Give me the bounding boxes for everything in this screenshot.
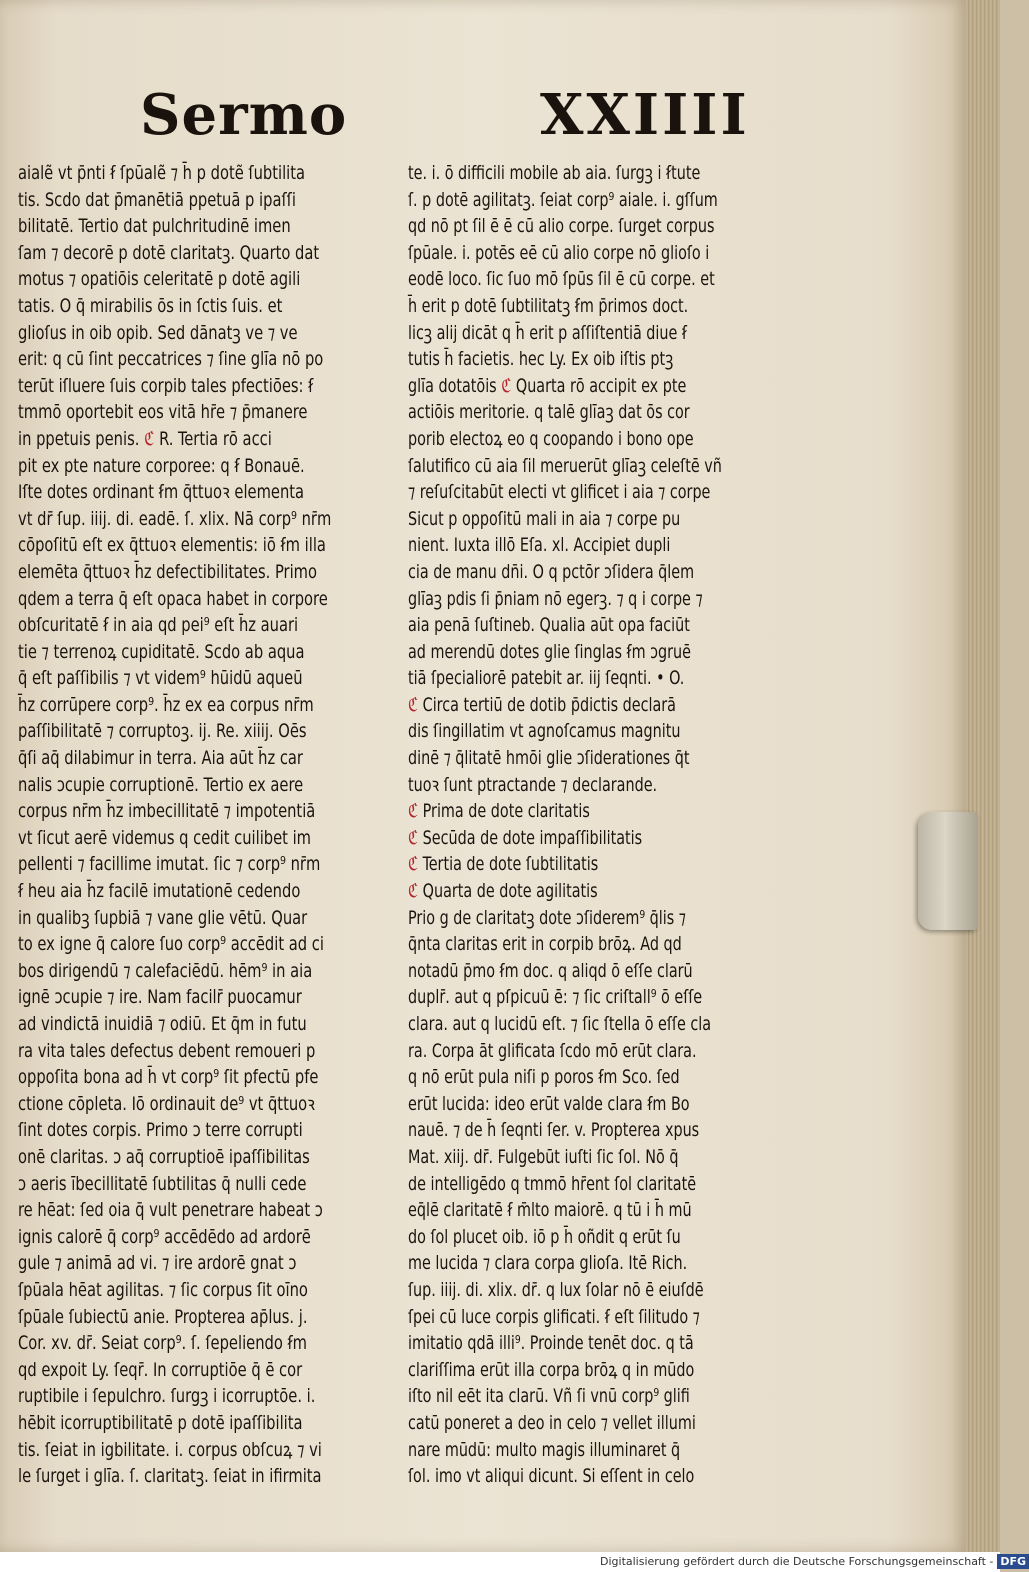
dfg-footer (600, 1552, 1027, 1572)
text-line: ℭ Quarta de dote agilitatis (408, 880, 598, 903)
text-line: ignis calorē q̄ corp⁹ accēdēdo ad ardorē (18, 1225, 311, 1248)
text-line: gule ⁊ animā ad vi. ⁊ ire ardorē gnat ↄ (18, 1252, 297, 1275)
text-line: elemēta q̄ttuoꝛ h̄z defectibilitates. Primo (18, 560, 317, 583)
text-line: ℭ Tertia de dote ſubtilitatis (408, 853, 599, 876)
text-line: erit: q cū ſint peccatrices ⁊ ſine glīa nō po (18, 348, 324, 371)
footer-text: Digitalisierung gefördert durch die Deutsche Forschungsgemeinschaft - (600, 1555, 994, 1568)
text-line: qd expoit Ly. ſeqr̄. In corruptiōe q̄ ē cor (18, 1358, 303, 1381)
text-line: ra vita tales defectus debent remoueri p (18, 1039, 316, 1062)
text-line: in ppetuis penis. ℭ R. Tertia rō acci (18, 427, 272, 450)
text-line: hēbit icorruptibilitatē p dotē ipaſſibilita (18, 1411, 303, 1434)
text-line: ad vindictā inuidiā ⁊ odiū. Et q̄m in futu (18, 1013, 307, 1035)
running-head-right: XXIIII (540, 82, 750, 148)
text-line: q̄ eſt paſſibilis ⁊ vt videm⁹ hūidū aqueū (18, 667, 303, 690)
text-line: erūt lucida: ideo erūt valde clara ẜm Bo (408, 1092, 690, 1115)
text-line: ad merendū dotes glie ſinglas ẜm ↄgruē (408, 640, 692, 663)
text-line: Mat. xiij. dr̄. Fulgebūt iuſti ſic ſol. Nō q̄ (408, 1145, 679, 1168)
text-line: de intelligēdo q tmmō hr̄ent ſol claritatē (408, 1172, 697, 1195)
text-line: oppoſita bona ad h̄ vt corp⁹ ſit pfectū pfe (18, 1066, 319, 1089)
text-line: q̄nta claritas erit in corpib brōꝝ. Ad qd (408, 933, 682, 956)
book-clasp (918, 812, 978, 930)
text-line: dinē ⁊ q̄litatē hmōi glie ↄſiderationes q̄t (408, 747, 690, 770)
text-line: aialẽ vt p̄nti ẜ ſpūalẽ ⁊ h̄ p dotẽ ſubtilita (18, 162, 306, 184)
text-line: qd nō pt ſil ē ē cū alio corpe. ſurget corpus (408, 215, 715, 238)
text-line: to ex igne q̄ calore ſuo corp⁹ accēdit ad ci (18, 933, 324, 956)
text-line: ſpūale. i. potēs eē cū alio corpe nō glioſo i (408, 241, 710, 264)
text-line: catū poneret a deo in celo ⁊ vellet illumi (408, 1411, 696, 1434)
text-line: ignē ↄcupie ⁊ ire. Nam facilr̄ puocamur (18, 986, 302, 1009)
text-line: glioſus in oib opib. Sed dānatꝫ ve ⁊ ve (18, 321, 298, 344)
text-line: ⁊ reſuſcitabūt electi vt glificet i aia ⁊ corpe (408, 481, 711, 504)
text-line: ſpei cū luce corpis glificati. ẜ eſt ſilitudo ⁊ (408, 1305, 700, 1328)
text-line: clariſſima erūt illa corpa brōꝝ q in mūdo (408, 1358, 695, 1381)
text-line: nient. Iuxta illō Eſa. xl. Accipiet dupli (408, 534, 671, 557)
text-line: ſol. imo vt aliqui dicunt. Si eſſent in celo (408, 1465, 695, 1488)
text-line: ctione cōpleta. Iō ordinauit de⁹ vt q̄ttuoꝛ (18, 1092, 315, 1115)
text-line: qdem a terra q̄ eſt opaca habet in corpore (18, 587, 328, 610)
text-column-left (18, 160, 390, 1490)
text-line: notadū p̄mo ẜm doc. q aliqd ō eſſe clarū (408, 959, 693, 982)
text-line: licꝫ alij dicāt q h̄ erit p aſſiſtentiā diue ẜ (408, 321, 687, 344)
text-line: me lucida ⁊ clara corpa glioſa. Itē Rich. (408, 1252, 688, 1275)
text-line: ſalutifico cū aia ſil meruerūt glīaꝫ celeſtē vñ (408, 454, 722, 477)
text-line: ſpūala hēat agilitas. ⁊ ſic corpus ſit oīno (18, 1278, 308, 1301)
text-line: nare mūdū: multo magis illuminaret q̄ (408, 1438, 681, 1461)
footer-strip (0, 1552, 600, 1572)
text-line: porib electoꝝ eo q coopando i bono ope (408, 427, 694, 450)
text-line: tmmō oportebit eos vitā hr̄e ⁊ p̄manere (18, 401, 308, 424)
text-line: paſſibilitatē ⁊ corruptoꝫ. ij. Re. xiiij. Oēs (18, 720, 307, 743)
text-line: ℭ Prima de dote claritatis (408, 800, 590, 823)
text-line: ſam ⁊ decorē p dotē claritatꝫ. Quarto dat (18, 241, 320, 264)
text-line: tiā ſpecialiorē patebit ar. iij ſeqnti. • O. (408, 667, 685, 690)
text-line: ra. Corpa āt glificata ſcdo mō erūt clara. (408, 1039, 697, 1062)
text-line: bos dirigendū ⁊ calefaciēdū. hēm⁹ in aia (18, 959, 313, 982)
text-line: ſint dotes corpis. Primo ↄ terre corrupti (18, 1119, 303, 1142)
text-line: do ſol plucet oib. iō p h̄ oñdit q erūt ſu (408, 1225, 681, 1248)
text-line: vt dr̄ ſup. iiij. di. eadē. ſ. xlix. Nā corp⁹ nr̄m (18, 507, 332, 530)
text-line: pellenti ⁊ facillime imutat. ſic ⁊ corp⁹ nr̄m (18, 853, 321, 876)
text-line: onē claritas. ↄ aq̄ corruptioē ipaſſibilitas (18, 1145, 310, 1168)
text-line: vt ſicut aerē videmus q cedit cuilibet im (18, 826, 312, 849)
dfg-logo: DFG (997, 1554, 1029, 1569)
text-line: Prio g de claritatꝫ dote ↄſiderem⁹ q̄lis ⁊ (408, 906, 686, 929)
text-line: Iſte dotes ordinant ẜm q̄ttuoꝛ elementa (18, 481, 305, 504)
text-line: terūt iſluere ſuis corpib tales pfectiōes: ẜ (18, 374, 314, 397)
text-line: ſup. iiij. di. xlix. dr̄. q lux ſolar nō ē eiuſdē (408, 1278, 704, 1301)
text-line: Cor. xv. dr̄. Seiat corp⁹. ſ. ſepeliendo ẜm (18, 1332, 308, 1355)
text-line: ruptibile i ſepulchro. ſurgꝫ i icorruptōe. i. (18, 1385, 316, 1408)
text-line: in qualibꝫ ſupbiā ⁊ vane glie vētū. Quar (18, 906, 308, 929)
text-line: actiōis meritorie. q talē glīaꝫ dat ōs cor (408, 401, 690, 424)
text-line: obſcuritatē ẜ in aia qd pei⁹ eſt h̄z auari (18, 614, 299, 637)
text-line: tis. ſeiat in igbilitate. i. corpus obſcuꝝ ⁊ vi (18, 1438, 322, 1461)
text-line: ℭ Secūda de dote impaſſibilitatis (408, 826, 643, 849)
page-fore-edge (965, 0, 1000, 1552)
text-line: ſpūale ſubiectū anie. Propterea ap̄lus. j. (18, 1305, 308, 1328)
text-line: cōpoſitū eſt ex q̄ttuoꝛ elementis: iō ẜm illa (18, 534, 326, 557)
text-column-right (408, 160, 793, 1490)
text-line: eq̄lē claritatē ẜ m̄lto maiorē. q tū i h̄ mū (408, 1199, 692, 1222)
text-line: te. i. ō difficili mobile ab aia. ſurgꝫ i ẜtute (408, 162, 701, 184)
text-line: tis. Scdo dat p̄manētiā ppetuā p ipaſſi (18, 188, 296, 211)
text-line: ℭ Circa tertiū de dotib p̄dictis declarā (408, 693, 676, 716)
running-head-left: Sermo (140, 82, 348, 148)
text-line: glīa dotatōis ℭ Quarta rō accipit ex pte (408, 374, 687, 397)
text-line: le ſurget i glīa. ſ. claritatꝫ. ſeiat in ifirmita (18, 1465, 322, 1488)
text-line: re hēat: ſed oia q̄ vult penetrare habeat ↄ (18, 1199, 323, 1222)
text-line: Sicut p oppoſitū mali in aia ⁊ corpe pu (408, 507, 681, 530)
text-line: iſto nil eēt ita clarū. Vñ ſi vnū corp⁹ glifi (408, 1385, 690, 1408)
text-line: tatis. O q̄ mirabilis ōs in ſctis ſuis. et (18, 294, 283, 317)
text-line: nauē. ⁊ de h̄ ſeqnti ſer. v. Propterea xpus (408, 1119, 700, 1142)
text-line: tutis h̄ facietis. hec Ly. Ex oib iſtis ptꝫ (408, 348, 674, 371)
text-line: eodē loco. ſic ſuo mō ſpūs ſil ē cū corpe. et (408, 268, 715, 291)
text-line: motus ⁊ opatiōis celeritatē p dotē agili (18, 268, 301, 291)
text-line: dis ſingillatim vt agnoſcamus magnitu (408, 720, 681, 743)
text-line: bilitatē. Tertio dat pulchritudinē imen (18, 215, 291, 238)
text-line: aia penā ſuſtineb. Qualia aūt opa faciūt (408, 614, 690, 637)
text-line: clara. aut q lucidū eſt. ⁊ ſic ſtella ō eſſe cla (408, 1013, 712, 1035)
text-line: duplr̄. aut q pſpicuū ē: ⁊ ſic criſtall⁹ ō eſſe (408, 986, 703, 1009)
text-line: q nō erūt pula niſi p poros ẜm Sco. ſed (408, 1066, 680, 1089)
text-line: tuoꝛ ſunt ptractande ⁊ declarande. (408, 773, 658, 796)
text-line: glīaꝫ pdis ſi p̄niam nō egerꝫ. ⁊ q i corpe ⁊ (408, 587, 703, 610)
text-line: nalis ↄcupie corruptionē. Tertio ex aere (18, 773, 304, 796)
text-line: tie ⁊ terrenoꝝ cupiditatē. Scdo ab aqua (18, 640, 305, 663)
text-line: q̄ſi aq̄ dilabimur in terra. Aia aūt h̄z car (18, 747, 303, 770)
text-line: corpus nr̄m h̄z imbecillitatē ⁊ impotentiā (18, 800, 316, 823)
text-line: pit ex pte nature corporee: q ẜ Bonauē. (18, 454, 305, 477)
text-line: ẜ heu aia h̄z facilē imutationē cedendo (18, 880, 301, 903)
text-line: ↄ aeris ībecillitatē ſubtilitas q̄ nulli cede (18, 1172, 307, 1195)
text-line: h̄ erit p dotē ſubtilitatꝫ ẜm p̄rimos doct. (408, 294, 689, 317)
text-line: imitatio qdā illi⁹. Proinde tenēt doc. q tā (408, 1332, 694, 1355)
text-line: cia de manu dn̄i. O q pctōr ↄſidera q̄lem (408, 560, 695, 583)
text-line: h̄z corrūpere corp⁹. h̄z ex ea corpus nr̄m (18, 693, 314, 716)
text-line: ſ. p dotē agilitatꝫ. ſeiat corp⁹ aiale. i. gſſum (408, 188, 718, 211)
